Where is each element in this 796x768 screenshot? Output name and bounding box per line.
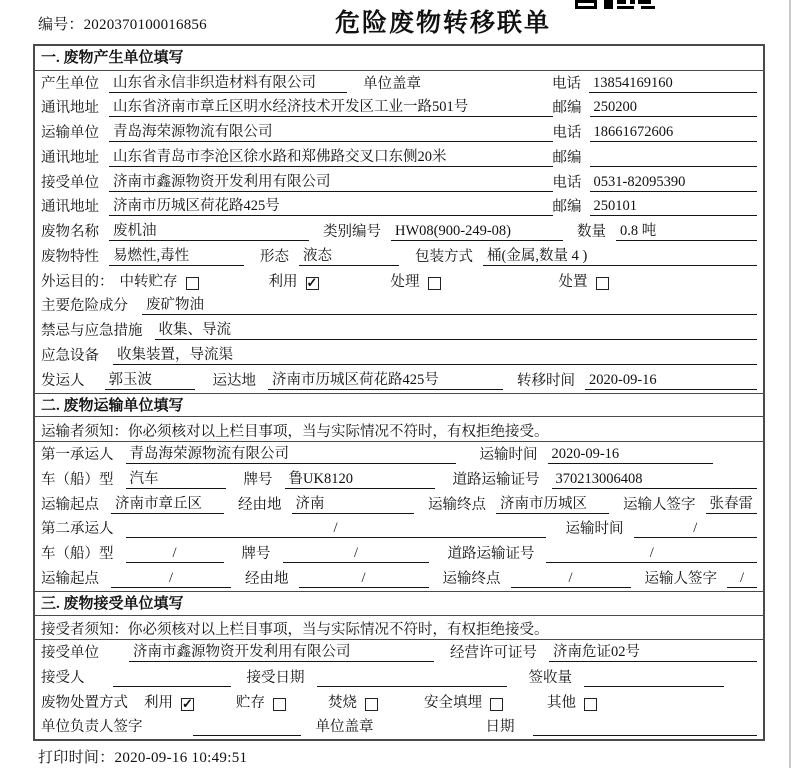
license-number-value: 济南危证02号 [549, 644, 757, 662]
transporter-unit-label: 运输单位 [41, 125, 99, 142]
acceptor-value [113, 669, 231, 687]
purpose-utilize-checkbox-checked: ✓ [306, 275, 318, 291]
qr-block [604, 0, 613, 9]
transporter-phone-label: 电话 [552, 125, 582, 142]
via-1-value: 济南 [292, 496, 414, 514]
receiver-postcode-label: 邮编 [552, 199, 582, 216]
qr-block [575, 0, 597, 9]
packaging-value: 桶(金属,数量 4 ) [483, 248, 757, 266]
page-title: 危险废物转移联单 [334, 10, 551, 37]
terminal-1-value: 济南市历城区 [496, 496, 609, 514]
purpose-treat-checkbox-unchecked [428, 277, 441, 290]
purpose-dispose-checkbox-unchecked [596, 277, 609, 290]
producer-address-value: 山东省济南市章丘区明水经济技术开发区工业一路501号 [109, 99, 553, 117]
form-row [35, 145, 763, 170]
consignor-label: 发运人 [41, 372, 85, 389]
section-s1 [35, 46, 763, 393]
receiver-address-label: 通讯地址 [41, 199, 99, 216]
disposal-other-checkbox-unchecked [584, 698, 597, 711]
disposal-storage-checkbox-unchecked [273, 698, 286, 711]
producer-postcode-value: 250200 [590, 99, 757, 117]
section-s3 [35, 591, 763, 740]
vehicle-type-1-label: 车（船）型 [41, 471, 114, 488]
print-time [38, 746, 247, 767]
producer-phone-label: 电话 [552, 75, 581, 92]
disposal-storage-group [236, 695, 286, 712]
received-quantity-label: 签收量 [528, 669, 572, 686]
page-edge-line [789, 0, 791, 768]
producer-address-label: 通讯地址 [41, 100, 99, 117]
category-code-label: 类别编号 [323, 224, 381, 241]
receiver-phone-value: 0531-82095390 [590, 174, 757, 192]
producer-phone-value: 13854169160 [589, 75, 757, 93]
carrier-sign-2-value: / [727, 570, 757, 588]
main-hazard-value: 废矿物油 [142, 297, 757, 315]
form-table [33, 44, 765, 741]
road-permit-2-value: / [546, 545, 757, 563]
disposal-incinerate-group [328, 695, 378, 712]
receiver-seal-label: 单位盖章 [315, 719, 374, 736]
receiver-unit-label: 接受单位 [41, 174, 99, 191]
waste-name-label: 废物名称 [41, 224, 99, 241]
license-number-label: 经营许可证号 [450, 645, 537, 662]
producer-unit-value: 山东省永信非织造材料有限公司 [109, 75, 347, 93]
print-time-label: 打印时间： [38, 750, 115, 766]
plate-number-1-value: 鲁UK8120 [285, 471, 435, 489]
form-row [35, 517, 763, 542]
date-label: 日期 [485, 719, 515, 736]
taboo-measures-value: 收集、导流 [155, 322, 758, 340]
form-row [35, 541, 763, 566]
transport-date-2-label: 运输时间 [565, 521, 624, 538]
received-quantity-value [584, 669, 724, 687]
category-code-value: HW08(900-249-08) [391, 223, 563, 241]
transport-date-1-label: 运输时间 [479, 447, 538, 464]
taboo-measures-label: 禁忌与应急措施 [41, 323, 143, 340]
packaging-label: 包装方式 [415, 248, 473, 265]
transfer-date-value: 2020-09-16 [585, 372, 757, 390]
second-carrier-value: / [126, 520, 546, 538]
disposal-other-group [547, 695, 597, 712]
form-row [35, 665, 763, 690]
form-row [35, 318, 763, 343]
purpose-transfer-storage-group [120, 274, 199, 291]
disposal-incinerate-checkbox-unchecked [365, 698, 378, 711]
terminal-2-value: / [511, 570, 631, 588]
transporter-address-value: 山东省青岛市李沧区徐水路和郑佛路交叉口东侧20米 [109, 149, 553, 167]
form-row [35, 294, 763, 319]
waste-name-value: 废机油 [109, 223, 309, 241]
doc-number-label: 编号： [38, 17, 84, 33]
via-1-label: 经由地 [238, 496, 282, 513]
first-carrier-label: 第一承运人 [41, 447, 114, 464]
disposal-other-label: 其他 [547, 694, 576, 711]
transport-date-1-value: 2020-09-16 [548, 446, 713, 464]
print-time-value: 2020-09-16 10:49:51 [114, 750, 248, 766]
carrier-sign-1-label: 运输人签字 [623, 496, 696, 513]
qr-block [641, 6, 655, 9]
transfer-date-label: 转移时间 [517, 372, 575, 389]
origin-1-label: 运输起点 [41, 496, 99, 513]
form-row [35, 715, 763, 740]
receiver-address-value: 济南市历城区荷花路425号 [109, 198, 553, 216]
destination-value: 济南市历城区荷花路425号 [268, 372, 503, 390]
form-row [35, 170, 763, 195]
vehicle-type-1-value: 汽车 [126, 471, 226, 489]
form-state-value: 液态 [299, 248, 399, 266]
form-row [35, 219, 763, 244]
first-carrier-value: 青岛海荣源物流有限公司 [126, 446, 456, 464]
form-row [35, 343, 763, 368]
waste-property-value: 易燃性,毒性 [109, 248, 244, 266]
via-2-label: 经由地 [245, 570, 289, 587]
form-row [35, 244, 763, 269]
purpose-utilize-group [269, 274, 319, 291]
purpose-transfer-storage-checkbox-unchecked [186, 277, 199, 290]
transporter-postcode-value [590, 149, 757, 167]
form-row [35, 492, 763, 517]
origin-1-value: 济南市章丘区 [111, 496, 224, 514]
section-header-s3: 三. 废物接受单位填写 [35, 591, 763, 616]
disposal-utilize-label: 利用 [144, 694, 173, 711]
section-note-s3: 接受者须知：你必须核对以上栏目事项，当与实际情况不符时，有权拒绝接受。 [35, 616, 763, 641]
form-row [35, 120, 763, 145]
waste-property-label: 废物特性 [41, 248, 99, 265]
disposal-landfill-label: 安全填埋 [424, 694, 482, 711]
disposal-utilize-group [144, 695, 194, 712]
form-row [35, 690, 763, 715]
qr-code-fragment [575, 0, 659, 9]
qr-block [630, 0, 635, 4]
plate-number-1-label: 牌号 [243, 471, 273, 488]
road-permit-1-value: 370213006408 [552, 471, 758, 489]
date-value [533, 718, 758, 736]
form-row [35, 96, 763, 121]
origin-2-label: 运输起点 [41, 570, 99, 587]
road-permit-2-label: 道路运输证号 [447, 546, 535, 563]
vehicle-type-2-value: / [126, 545, 224, 563]
via-2-value: / [299, 570, 429, 588]
terminal-1-label: 运输终点 [427, 496, 486, 513]
disposal-incinerate-label: 焚烧 [328, 694, 357, 711]
accept-date-label: 接受日期 [246, 669, 305, 686]
transporter-address-label: 通讯地址 [41, 149, 99, 166]
destination-label: 运达地 [212, 372, 256, 389]
producer-unit-label: 产生单位 [41, 75, 99, 92]
receiver-phone-label: 电话 [552, 174, 582, 191]
vehicle-type-2-label: 车（船）型 [41, 546, 114, 563]
accept-date-value [317, 669, 507, 687]
qr-block [617, 6, 634, 9]
doc-number-value: 2020370100016856 [83, 17, 207, 33]
receiver-unit-value: 济南市鑫源物资开发利用有限公司 [109, 174, 553, 192]
plate-number-2-label: 牌号 [241, 546, 271, 563]
section-header-s2: 二. 废物运输单位填写 [35, 393, 763, 418]
disposal-landfill-group [424, 695, 503, 712]
transporter-phone-value: 18661672606 [590, 124, 757, 142]
consignor-value: 郭玉波 [105, 372, 195, 390]
section-header-s1: 一. 废物产生单位填写 [35, 46, 763, 71]
form-row [35, 566, 763, 591]
disposal-storage-label: 贮存 [236, 694, 265, 711]
form-row [35, 640, 763, 665]
purpose-dispose-group [559, 274, 609, 291]
carrier-sign-2-label: 运输人签字 [644, 570, 717, 587]
receiver-postcode-value: 250101 [590, 198, 757, 216]
origin-2-value: / [111, 570, 231, 588]
main-hazard-label: 主要危险成分 [41, 298, 128, 315]
carrier-sign-1-value: 张春雷 [706, 496, 758, 514]
form-row [35, 269, 763, 294]
purpose-transfer-storage-label: 中转贮存 [119, 273, 178, 290]
purpose-treat-label: 处理 [390, 273, 420, 290]
form-row [35, 467, 763, 492]
disposal-landfill-checkbox-unchecked [490, 698, 503, 711]
emergency-equipment-label: 应急设备 [41, 347, 99, 364]
emergency-equipment-value: 收集装置，导流渠 [113, 347, 757, 365]
disposal-method-label: 废物处置方式 [41, 694, 128, 711]
disposal-utilize-checkbox-checked: ✓ [182, 696, 193, 712]
purpose-dispose-label: 处置 [558, 273, 588, 290]
acceptor-label: 接受人 [41, 669, 85, 686]
producer-postcode-label: 邮编 [552, 100, 582, 117]
responsible-sign-value [193, 718, 301, 736]
road-permit-1-label: 道路运输证号 [452, 471, 540, 488]
qr-block [617, 0, 626, 4]
terminal-2-label: 运输终点 [442, 570, 501, 587]
transporter-unit-value: 青岛海荣源物流有限公司 [109, 124, 553, 142]
responsible-sign-label: 单位负责人签字 [41, 719, 143, 736]
section-note-s2: 运输者须知：你必须核对以上栏目事项，当与实际情况不符时，有权拒绝接受。 [35, 417, 763, 442]
section-s2 [35, 393, 763, 591]
second-carrier-label: 第二承运人 [41, 521, 114, 538]
quantity-label: 数量 [577, 224, 606, 241]
form-row [35, 368, 763, 393]
transport-date-2-value: / [634, 520, 758, 538]
accept-unit-label: 接受单位 [41, 645, 99, 662]
form-row [35, 195, 763, 220]
qr-block [638, 0, 651, 4]
transporter-postcode-label: 邮编 [552, 149, 582, 166]
accept-unit-value: 济南市鑫源物资开发利用有限公司 [129, 644, 434, 662]
form-row [35, 442, 763, 467]
transfer-purpose-label: 外运目的： [41, 273, 114, 290]
plate-number-2-value: / [283, 545, 430, 563]
purpose-treat-group [391, 274, 441, 291]
form-row [35, 71, 763, 96]
producer-seal-label: 单位盖章 [363, 75, 421, 92]
purpose-utilize-label: 利用 [268, 273, 298, 290]
quantity-value: 0.8 吨 [616, 223, 757, 241]
form-state-label: 形态 [260, 248, 289, 265]
